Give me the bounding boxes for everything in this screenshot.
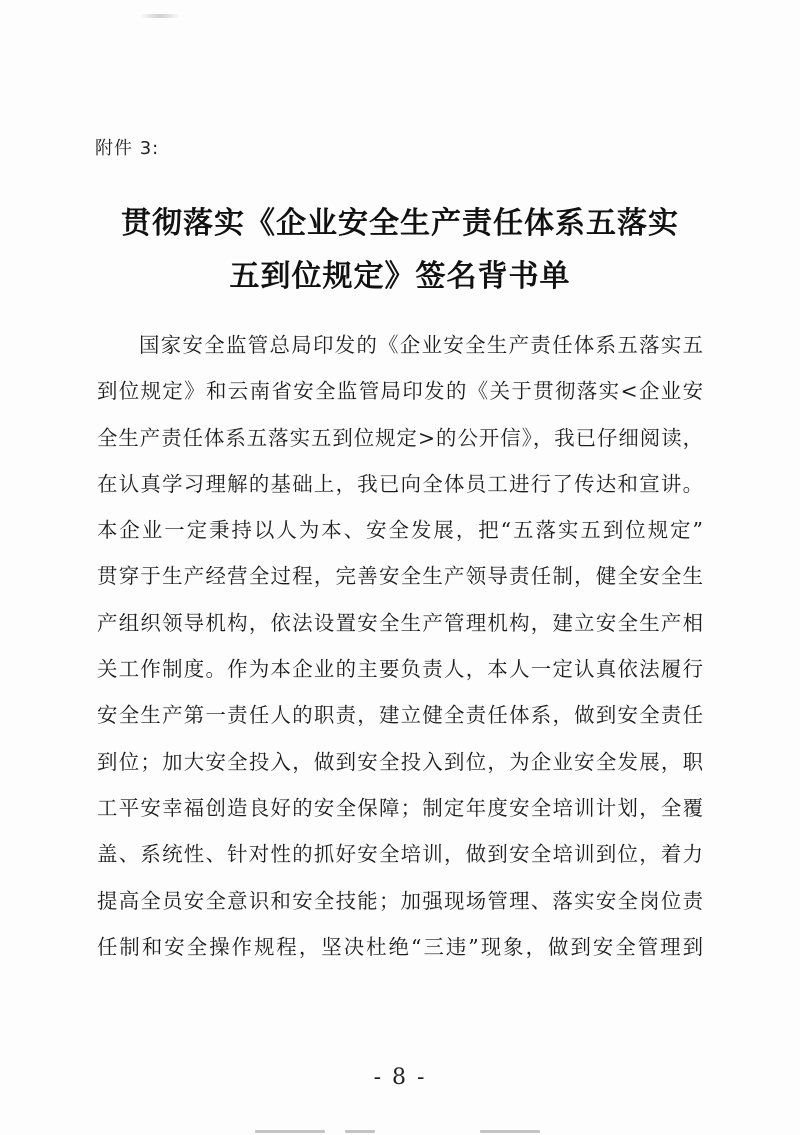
page-number: - 8 - — [373, 1065, 427, 1090]
body-line: 产组织领导机构，依法设置安全生产管理机构，建立安全生产相 — [97, 610, 703, 635]
scan-artifact — [345, 1130, 375, 1133]
body-line: 本企业一定秉持以人为本、安全发展，把“五落实五到位规定” — [97, 518, 703, 543]
body-line: 关工作制度。作为本企业的主要负责人，本人一定认真依法履行 — [97, 657, 703, 682]
body-line: 安全生产第一责任人的职责，建立健全责任体系，做到安全责任 — [97, 703, 703, 728]
body-line: 工平安幸福创造良好的安全保障；制定年度安全培训计划，全覆 — [97, 795, 703, 820]
body-line: 盖、系统性、针对性的抓好安全培训，做到安全培训到位，着力 — [97, 842, 703, 867]
body-line: 任制和安全操作规程，坚决杜绝“三违”现象，做到安全管理到 — [97, 934, 703, 959]
attachment-label: 附件 3: — [95, 138, 160, 159]
body-line: 贯穿于生产经营全过程，完善安全生产领导责任制，健全安全生 — [97, 564, 703, 589]
body-line: 到位；加大安全投入，做到安全投入到位，为企业安全发展，职 — [97, 749, 703, 774]
scan-artifact — [255, 1130, 325, 1133]
body-line: 在认真学习理解的基础上，我已向全体员工进行了传达和宣讲。 — [97, 471, 703, 496]
body-line: 到位规定》和云南省安全监管局印发的《关于贯彻落实<企业安 — [97, 379, 703, 404]
body-line: 全生产责任体系五落实五到位规定>的公开信》，我已仔细阅读， — [97, 425, 703, 450]
scan-artifact — [140, 14, 180, 18]
scan-artifact — [480, 1130, 540, 1133]
body-line: 提高全员安全意识和安全技能；加强现场管理、落实安全岗位责 — [97, 888, 703, 913]
document-title-line-2: 五到位规定》签名背书单 — [229, 259, 571, 294]
document-title-line-1: 贯彻落实《企业安全生产责任体系五落实 — [121, 206, 679, 241]
body-paragraph — [97, 322, 703, 970]
body-line: 国家安全监管总局印发的《企业安全生产责任体系五落实五 — [139, 333, 703, 357]
